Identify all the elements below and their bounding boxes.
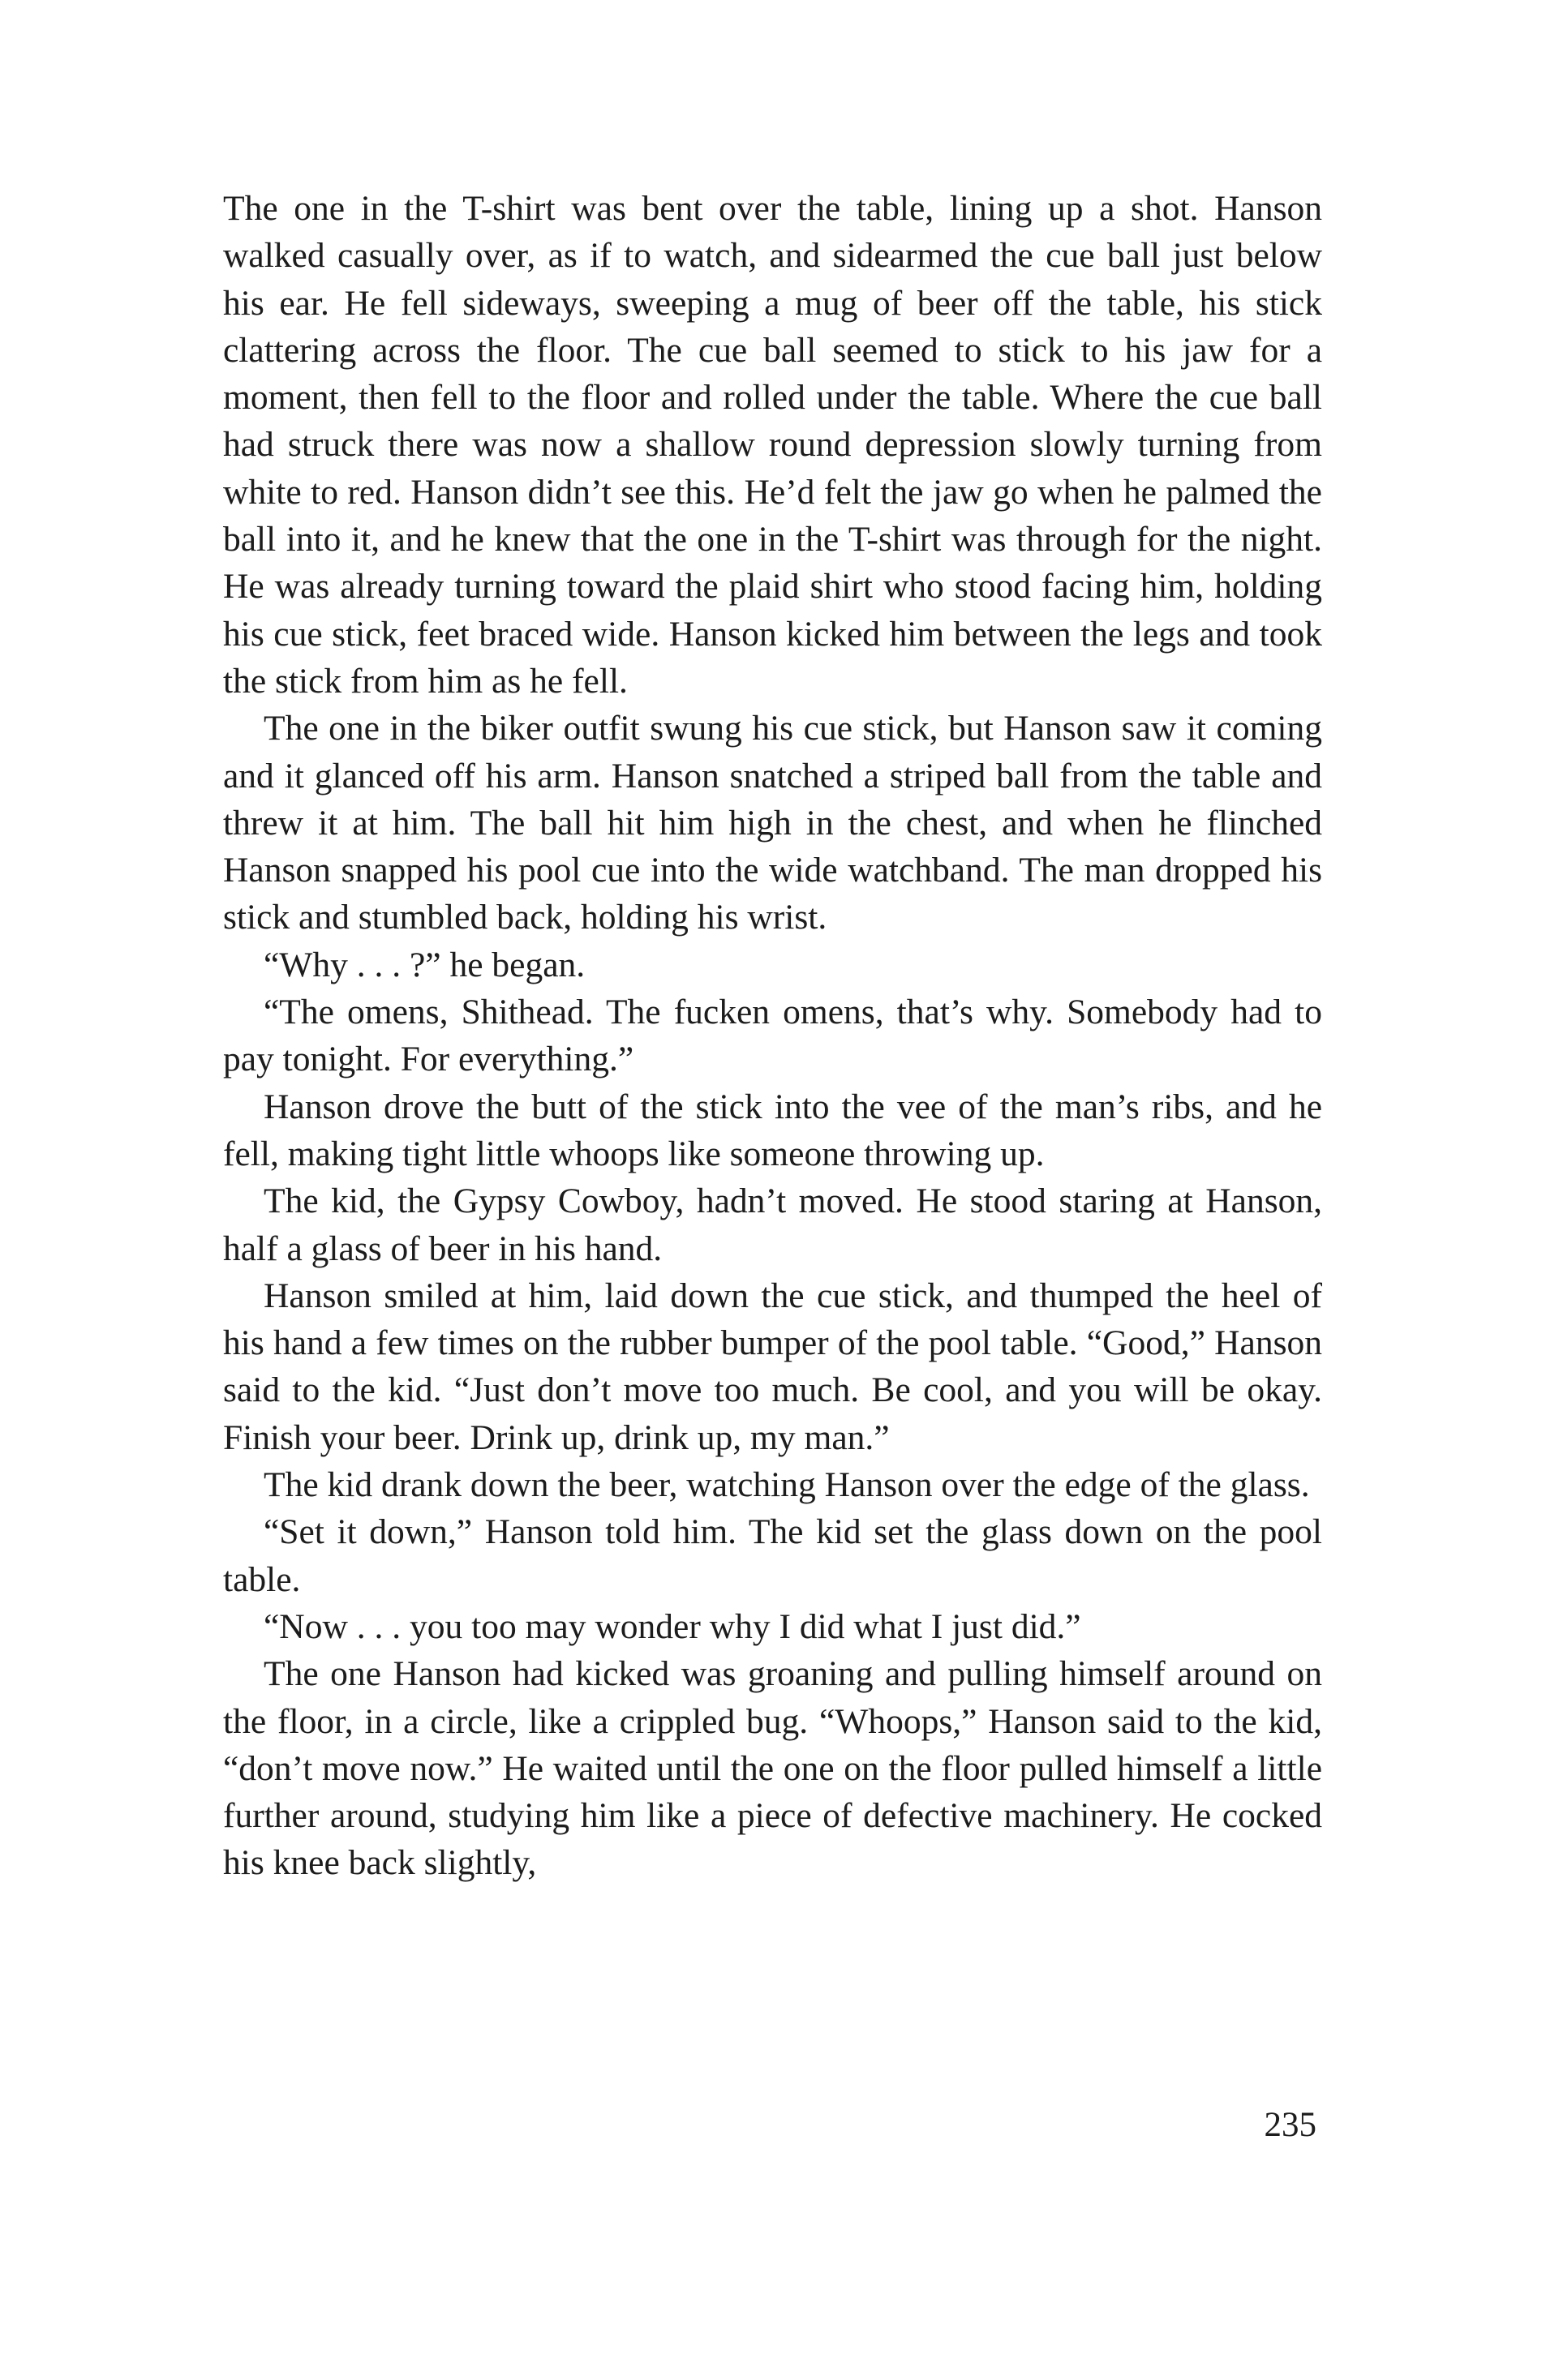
paragraph: Hanson drove the butt of the stick into the vee of the man’s ribs, and he fell, making tight little whoops like someone throwing up. <box>223 1087 1322 1173</box>
paragraph: “Set it down,” Hanson told him. The kid set the glass down on the pool table. <box>223 1512 1322 1599</box>
body-text <box>223 185 1322 1887</box>
paragraph: “Now . . . you too may wonder why I did what I just did.” <box>264 1606 1081 1646</box>
paragraph: The kid, the Gypsy Cowboy, hadn’t moved. He stood staring at Hanson, half a glass of beer in his hand. <box>223 1181 1322 1268</box>
paragraph: Hanson smiled at him, laid down the cue stick, and thumped the heel of his hand a few times on the rubber bumper of the pool table. “Good,” Hanson said to the kid. “Just don’t move too much. Be cool, and you will be okay. Finish your beer. Drink up, drink up, my man.” <box>223 1276 1322 1457</box>
paragraph: “Why . . . ?” he began. <box>264 945 586 984</box>
paragraph: “The omens, Shithead. The fucken omens, that’s why. Somebody had to pay tonight. For everything.” <box>223 993 1322 1079</box>
page-number: 235 <box>1264 2106 1316 2144</box>
paragraph: The one in the biker outfit swung his cue stick, but Hanson saw it coming and it glanced off his arm. Hanson snatched a striped ball from the table and threw it at him. The ball hit him high in the chest, and when he flinched Hanson snapped his pool cue into the wide watchband. The man dropped his stick and stumbled back, holding his wrist. <box>223 709 1322 937</box>
paragraph: The one in the T-shirt was bent over the table, lining up a shot. Hanson walked casually over, as if to watch, and sidearmed the cue ball just below his ear. He fell sideways, sweeping a mug of beer off the table, his stick clattering across the floor. The cue ball seemed to stick to his jaw for a moment, then fell to the floor and rolled under the table. Where the cue ball had struck there was now a shallow round depression slowly turning from white to red. Hanson didn’t see this. He’d felt the jaw go when he palmed the ball into it, and he knew that the one in the T-shirt was through for the night. He was already turning toward the plaid shirt who stood facing him, holding his cue stick, feet braced wide. Hanson kicked him between the legs and took the stick from him as he fell. <box>223 189 1322 701</box>
paragraph: The one Hanson had kicked was groaning and pulling himself around on the floor, in a circle, like a crippled bug. “Whoops,” Hanson said to the kid, “don’t move now.” He waited until the one on the floor pulled himself a little further around, studying him like a piece of defective machinery. He cocked his knee back slightly, <box>223 1654 1322 1883</box>
paragraph: The kid drank down the beer, watching Hanson over the edge of the glass. <box>264 1465 1310 1505</box>
